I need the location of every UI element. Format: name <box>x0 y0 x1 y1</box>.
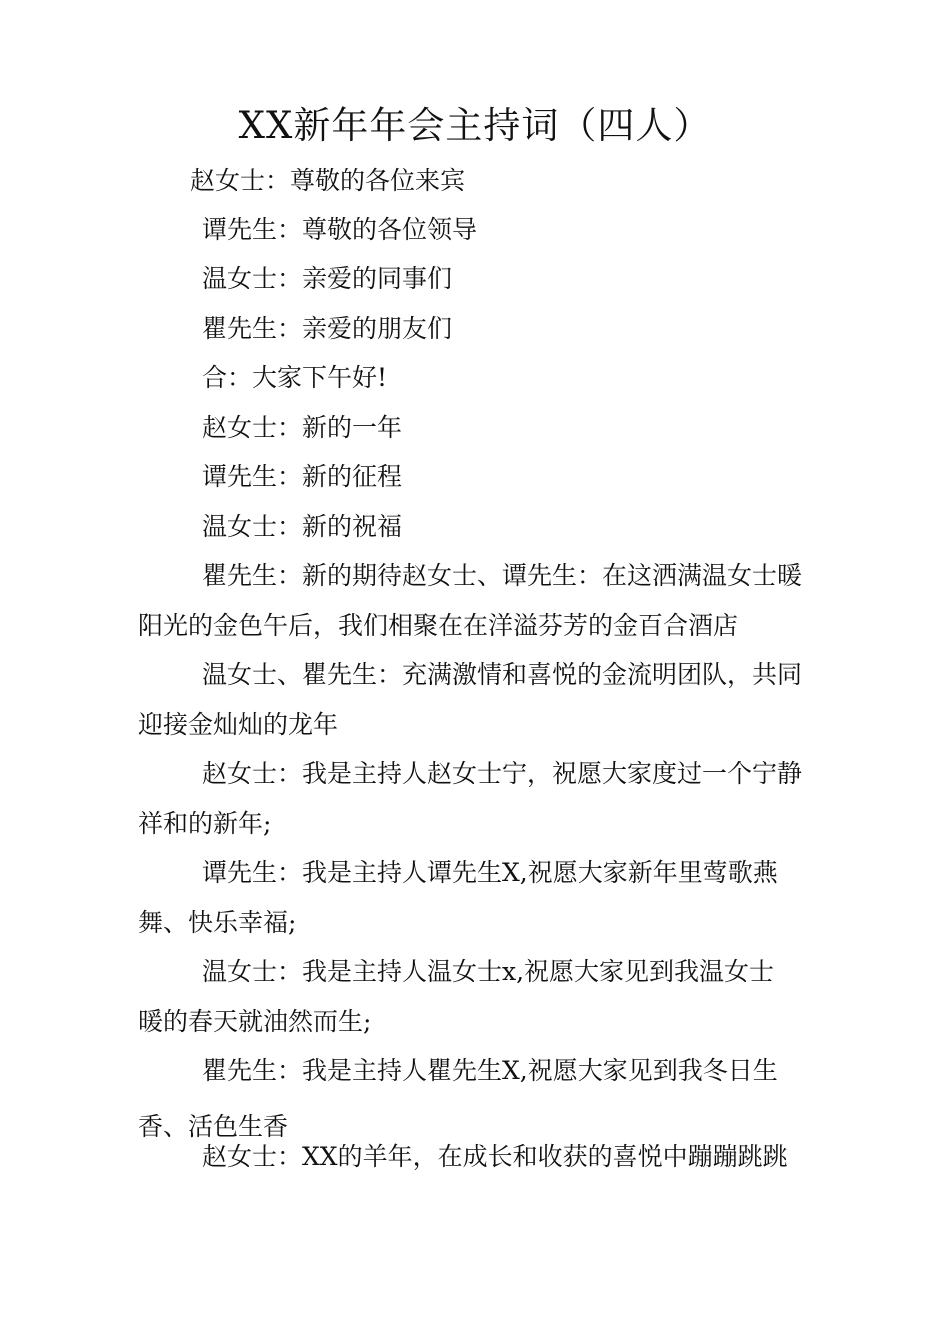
script-line: 赵女士：尊敬的各位来宾 <box>190 166 466 195</box>
script-line: 温女士：我是主持人温女士x,祝愿大家见到我温女士 <box>202 957 775 986</box>
script-line: 温女士：新的祝福 <box>202 512 403 541</box>
script-line: 合：大家下午好! <box>202 363 388 392</box>
script-line: 瞿先生：新的期待赵女士、谭先生：在这洒满温女士暖 <box>202 561 803 590</box>
script-line: 谭先生：我是主持人谭先生X,祝愿大家新年里莺歌燕 <box>202 858 778 887</box>
script-line: 赵女士：我是主持人赵女士宁，祝愿大家度过一个宁静 <box>202 759 803 788</box>
script-line: 温女士、瞿先生：充满激情和喜悦的金流明团队，共同 <box>202 660 803 689</box>
script-line: 赵女士：新的一年 <box>202 413 403 442</box>
script-line: 谭先生：新的征程 <box>202 462 403 491</box>
script-line: 祥和的新年; <box>138 809 272 838</box>
script-line: 赵女士：XX的羊年，在成长和收获的喜悦中蹦蹦跳跳 <box>202 1142 788 1171</box>
script-line: 瞿先生：我是主持人瞿先生X,祝愿大家见到我冬日生 <box>202 1056 778 1085</box>
script-line: 温女士：亲爱的同事们 <box>202 264 453 293</box>
script-line: 香、活色生香 <box>138 1112 289 1141</box>
script-line: 舞、快乐幸福; <box>138 908 297 937</box>
script-line: 阳光的金色午后，我们相聚在在洋溢芬芳的金百合酒店 <box>138 611 739 640</box>
script-line: 迎接金灿灿的龙年 <box>138 710 339 739</box>
script-line: 暖的春天就油然而生; <box>138 1007 372 1036</box>
document-title: XX新年年会主持词（四人） <box>238 104 712 147</box>
script-line: 谭先生：尊敬的各位领导 <box>202 215 478 244</box>
script-line: 瞿先生：亲爱的朋友们 <box>202 314 453 343</box>
